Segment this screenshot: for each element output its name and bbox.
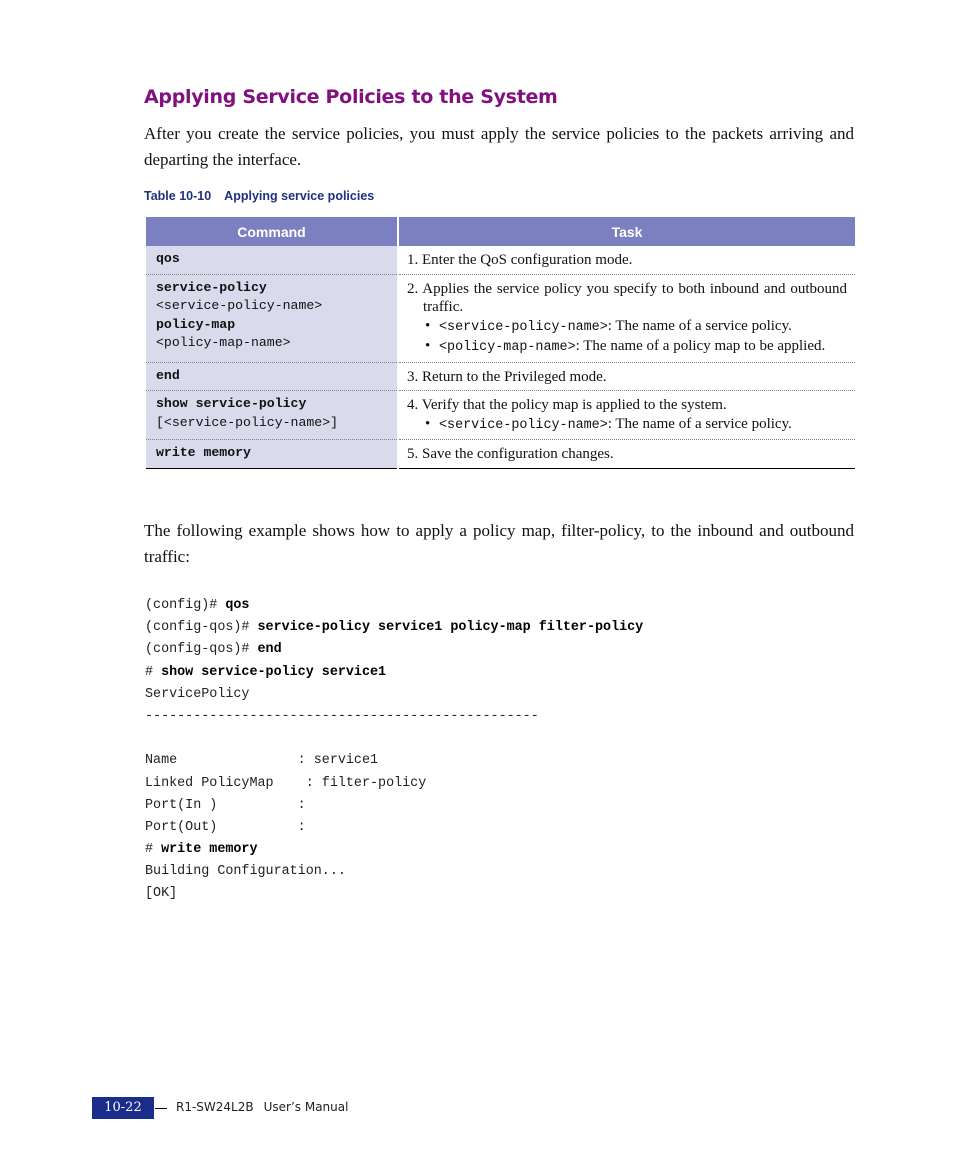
bullet-text: : The name of a policy map to be applied. bbox=[575, 338, 826, 354]
table-caption-title: Applying service policies bbox=[224, 189, 375, 203]
command-argument: <service-policy-name> bbox=[156, 298, 323, 314]
command-cell bbox=[146, 246, 398, 274]
code-line bbox=[145, 795, 643, 817]
task-bullet bbox=[407, 415, 847, 436]
table-caption bbox=[144, 189, 374, 203]
code-command: write memory bbox=[161, 842, 258, 858]
code-line bbox=[145, 617, 643, 639]
task-step: 4. Verify that the policy map is applied to the system. bbox=[407, 397, 727, 413]
code-line bbox=[145, 839, 643, 861]
command-cell bbox=[146, 274, 398, 362]
footer-manual: User’s Manual bbox=[263, 1100, 349, 1114]
code-prompt: [OK] bbox=[145, 886, 178, 902]
code-prompt: (config-qos)# bbox=[145, 620, 258, 636]
code-prompt: ServicePolicy bbox=[145, 686, 250, 702]
header-command: Command bbox=[146, 217, 398, 246]
task-step: 3. Return to the Privileged mode. bbox=[407, 368, 607, 385]
command-cell bbox=[146, 391, 398, 440]
command-keyword: end bbox=[156, 367, 180, 383]
command-cell bbox=[146, 440, 398, 469]
command-argument: <policy-map-name> bbox=[156, 335, 291, 351]
code-line bbox=[145, 883, 643, 905]
task-step: 2. Applies the service policy you specify to both inbound and outbound traffic. bbox=[407, 280, 847, 315]
task-step: 1. Enter the QoS configuration mode. bbox=[407, 252, 633, 268]
task-bullet-list bbox=[407, 415, 847, 436]
code-line bbox=[145, 773, 643, 795]
code-line bbox=[145, 706, 643, 728]
task-cell bbox=[398, 440, 855, 469]
command-argument: [<service-policy-name>] bbox=[156, 414, 339, 430]
bullet-text: : The name of a service policy. bbox=[607, 415, 792, 432]
table-header-row bbox=[146, 217, 855, 246]
code-line bbox=[145, 595, 643, 617]
command-cell bbox=[146, 362, 398, 391]
code-prompt: Building Configuration... bbox=[145, 864, 346, 880]
example-code-block bbox=[145, 595, 643, 906]
footer-divider bbox=[155, 1108, 167, 1109]
bullet-code: <service-policy-name> bbox=[439, 319, 608, 335]
code-prompt: # bbox=[145, 842, 162, 858]
code-prompt: Port(In ) : bbox=[145, 797, 306, 813]
code-command: service-policy service1 policy-map filter-policy bbox=[257, 620, 644, 636]
task-cell bbox=[398, 391, 855, 440]
code-command: show service-policy service1 bbox=[161, 664, 387, 680]
task-bullet bbox=[407, 317, 847, 338]
bullet-code: <policy-map-name> bbox=[439, 340, 576, 355]
task-bullet bbox=[407, 337, 847, 358]
table-row bbox=[146, 440, 855, 469]
code-prompt: # bbox=[145, 664, 162, 680]
code-line bbox=[145, 728, 643, 750]
page-number-badge: 10-22 bbox=[92, 1097, 154, 1119]
code-line bbox=[145, 817, 643, 839]
bullet-text: : The name of a service policy. bbox=[607, 317, 792, 334]
command-table bbox=[146, 217, 855, 469]
task-cell bbox=[398, 274, 855, 362]
command-keyword: qos bbox=[156, 251, 180, 266]
table-row bbox=[146, 391, 855, 440]
code-prompt: (config)# bbox=[145, 598, 226, 613]
task-cell bbox=[398, 362, 855, 391]
code-prompt: Port(Out) : bbox=[145, 819, 306, 835]
command-keyword: show service-policy bbox=[156, 396, 307, 411]
code-line bbox=[145, 861, 643, 883]
code-prompt: Name : service1 bbox=[145, 753, 379, 769]
code-prompt: (config-qos)# bbox=[145, 642, 258, 658]
code-prompt: Linked PolicyMap : filter-policy bbox=[145, 775, 427, 791]
table-row bbox=[146, 274, 855, 362]
footer-product: R1-SW24L2B bbox=[176, 1100, 254, 1114]
table-row bbox=[146, 362, 855, 391]
table-row bbox=[146, 246, 855, 274]
code-command: end bbox=[257, 642, 282, 658]
intro-paragraph: After you create the service policies, you must apply the service policies to the packets arriving and departing the interface. bbox=[144, 124, 854, 169]
code-line bbox=[145, 684, 643, 706]
code-line bbox=[145, 662, 643, 684]
command-keyword: service-policy bbox=[156, 279, 267, 295]
table-caption-number: Table 10-10 bbox=[144, 189, 212, 203]
command-keyword: policy-map bbox=[156, 316, 236, 332]
task-step: 5. Save the configuration changes. bbox=[407, 446, 614, 462]
table-body bbox=[146, 246, 855, 468]
code-line bbox=[145, 750, 643, 772]
bullet-code: <service-policy-name> bbox=[439, 417, 608, 433]
header-task: Task bbox=[398, 217, 855, 246]
footer-text bbox=[176, 1100, 348, 1114]
code-prompt: ------------------------------------------------- bbox=[145, 708, 539, 724]
task-bullet-list bbox=[407, 317, 847, 358]
command-keyword: write memory bbox=[156, 445, 251, 460]
code-line bbox=[145, 639, 643, 661]
code-command: qos bbox=[225, 598, 250, 613]
example-intro-paragraph: The following example shows how to apply a policy map, filter-policy, to the inbound and outbound traffic: bbox=[144, 521, 854, 566]
task-cell bbox=[398, 246, 855, 274]
section-heading: Applying Service Policies to the System bbox=[144, 86, 558, 108]
